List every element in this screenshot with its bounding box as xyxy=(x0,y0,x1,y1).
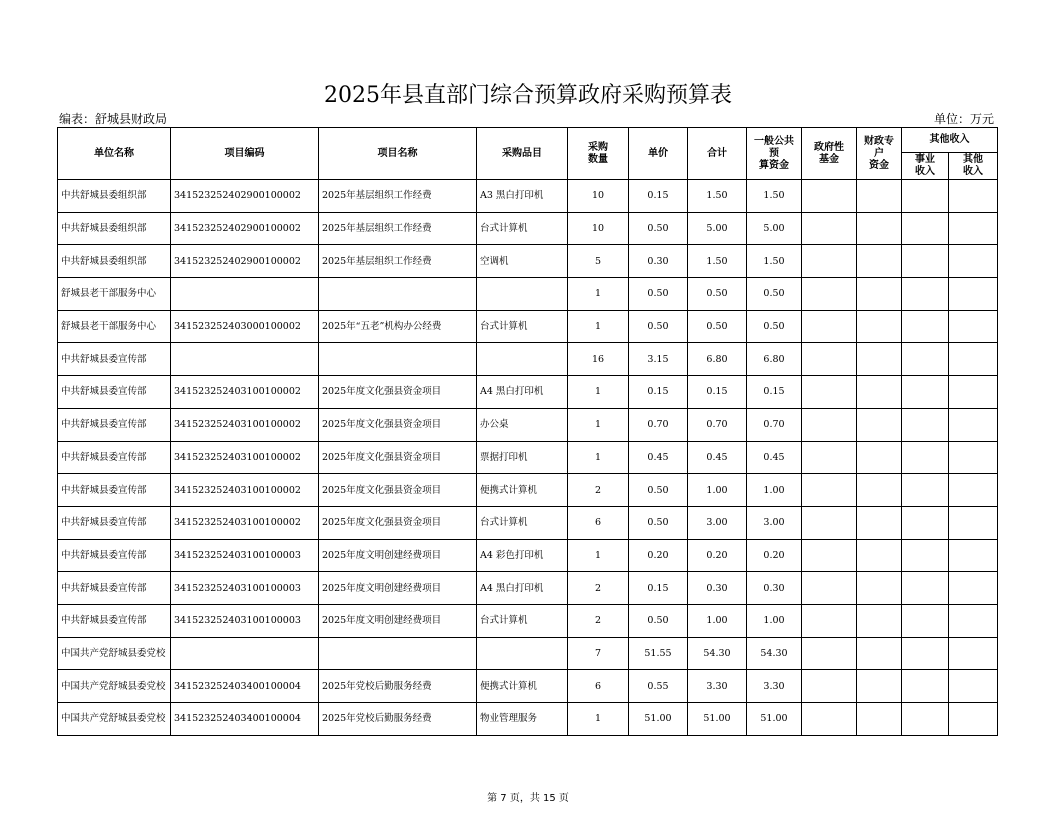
cell-total: 0.20 xyxy=(688,539,747,572)
cell-price: 0.15 xyxy=(629,180,688,213)
cell-qty: 1 xyxy=(568,408,629,441)
cell-price: 0.30 xyxy=(629,245,688,278)
cell-total: 0.45 xyxy=(688,441,747,474)
document-title: 2025年县直部门综合预算政府采购预算表 xyxy=(324,83,732,108)
cell-gov-fund xyxy=(802,604,857,637)
cell-project-code xyxy=(171,343,319,376)
cell-project-code: 341523252403100100002 xyxy=(171,376,319,409)
cell-project-name xyxy=(319,278,477,311)
cell-qty: 5 xyxy=(568,245,629,278)
cell-other-income xyxy=(949,212,998,245)
cell-project-code: 341523252403100100002 xyxy=(171,474,319,507)
header-business-income: 事业 收入 xyxy=(902,153,949,180)
cell-price: 0.50 xyxy=(629,474,688,507)
cell-general-budget: 51.00 xyxy=(747,703,802,736)
cell-unit: 中共舒城县委宣传部 xyxy=(58,604,171,637)
cell-item: 办公桌 xyxy=(477,408,568,441)
cell-unit: 中共舒城县委宣传部 xyxy=(58,572,171,605)
cell-business-income xyxy=(902,572,949,605)
cell-project-name: 2025年党校后勤服务经费 xyxy=(319,670,477,703)
header-other: 其他 收入 xyxy=(949,153,998,180)
cell-general-budget: 3.00 xyxy=(747,506,802,539)
cell-qty: 1 xyxy=(568,376,629,409)
cell-special-account xyxy=(857,245,902,278)
cell-total: 5.00 xyxy=(688,212,747,245)
table-row xyxy=(58,343,998,376)
cell-project-code: 341523252403100100002 xyxy=(171,441,319,474)
header-unit-name: 单位名称 xyxy=(58,128,171,180)
cell-project-name xyxy=(319,637,477,670)
cell-price: 0.50 xyxy=(629,278,688,311)
cell-business-income xyxy=(902,441,949,474)
cell-unit: 中共舒城县委宣传部 xyxy=(58,506,171,539)
table-row xyxy=(58,703,998,736)
table-body xyxy=(58,180,998,736)
cell-special-account xyxy=(857,506,902,539)
cell-unit: 中共舒城县委宣传部 xyxy=(58,474,171,507)
table-row xyxy=(58,180,998,213)
cell-general-budget: 0.20 xyxy=(747,539,802,572)
cell-other-income xyxy=(949,506,998,539)
cell-project-name: 2025年度文化强县资金项目 xyxy=(319,506,477,539)
cell-price: 51.00 xyxy=(629,703,688,736)
cell-special-account xyxy=(857,408,902,441)
cell-project-code xyxy=(171,278,319,311)
cell-project-name: 2025年度文化强县资金项目 xyxy=(319,441,477,474)
cell-other-income xyxy=(949,310,998,343)
cell-total: 1.00 xyxy=(688,604,747,637)
cell-special-account xyxy=(857,604,902,637)
cell-unit: 中共舒城县委组织部 xyxy=(58,180,171,213)
cell-unit: 中共舒城县委宣传部 xyxy=(58,376,171,409)
cell-gov-fund xyxy=(802,572,857,605)
procurement-budget-table xyxy=(57,127,998,736)
cell-general-budget: 6.80 xyxy=(747,343,802,376)
cell-unit: 中共舒城县委宣传部 xyxy=(58,441,171,474)
cell-project-code: 341523252403000100002 xyxy=(171,310,319,343)
header-project-code: 项目编码 xyxy=(171,128,319,180)
cell-qty: 2 xyxy=(568,474,629,507)
cell-project-code: 341523252403100100002 xyxy=(171,408,319,441)
cell-unit: 中国共产党舒城县委党校 xyxy=(58,637,171,670)
cell-unit: 中共舒城县委宣传部 xyxy=(58,539,171,572)
cell-business-income xyxy=(902,637,949,670)
table-row xyxy=(58,245,998,278)
cell-qty: 2 xyxy=(568,604,629,637)
cell-qty: 2 xyxy=(568,572,629,605)
cell-business-income xyxy=(902,278,949,311)
cell-item: 台式计算机 xyxy=(477,506,568,539)
cell-project-code: 341523252403400100004 xyxy=(171,670,319,703)
cell-price: 0.55 xyxy=(629,670,688,703)
cell-total: 1.00 xyxy=(688,474,747,507)
cell-total: 51.00 xyxy=(688,703,747,736)
table-row xyxy=(58,441,998,474)
cell-item: 台式计算机 xyxy=(477,310,568,343)
cell-business-income xyxy=(902,539,949,572)
cell-item: A4 彩色打印机 xyxy=(477,539,568,572)
cell-project-code: 341523252403100100003 xyxy=(171,572,319,605)
cell-special-account xyxy=(857,539,902,572)
cell-gov-fund xyxy=(802,637,857,670)
cell-price: 51.55 xyxy=(629,637,688,670)
cell-item: A4 黑白打印机 xyxy=(477,572,568,605)
cell-other-income xyxy=(949,703,998,736)
cell-general-budget: 0.70 xyxy=(747,408,802,441)
cell-gov-fund xyxy=(802,703,857,736)
cell-other-income xyxy=(949,539,998,572)
cell-unit: 舒城县老干部服务中心 xyxy=(58,310,171,343)
table-row xyxy=(58,212,998,245)
cell-total: 6.80 xyxy=(688,343,747,376)
cell-project-code: 341523252403100100003 xyxy=(171,604,319,637)
header-item: 采购品目 xyxy=(477,128,568,180)
header-special-account: 财政专户 资金 xyxy=(857,128,902,180)
cell-unit: 中国共产党舒城县委党校 xyxy=(58,670,171,703)
cell-general-budget: 5.00 xyxy=(747,212,802,245)
cell-business-income xyxy=(902,376,949,409)
cell-total: 1.50 xyxy=(688,245,747,278)
table-row xyxy=(58,506,998,539)
cell-other-income xyxy=(949,474,998,507)
cell-gov-fund xyxy=(802,408,857,441)
cell-project-name: 2025年“五老”机构办公经费 xyxy=(319,310,477,343)
unit-label: 单位：万元 xyxy=(933,112,994,126)
cell-business-income xyxy=(902,245,949,278)
cell-special-account xyxy=(857,278,902,311)
cell-gov-fund xyxy=(802,539,857,572)
cell-total: 1.50 xyxy=(688,180,747,213)
cell-special-account xyxy=(857,703,902,736)
cell-gov-fund xyxy=(802,474,857,507)
cell-project-code: 341523252402900100002 xyxy=(171,212,319,245)
cell-other-income xyxy=(949,376,998,409)
cell-special-account xyxy=(857,180,902,213)
compiler-label: 编表：舒城县财政局 xyxy=(59,112,168,126)
cell-other-income xyxy=(949,245,998,278)
cell-qty: 6 xyxy=(568,670,629,703)
cell-business-income xyxy=(902,310,949,343)
cell-other-income xyxy=(949,572,998,605)
header-qty: 采购 数量 xyxy=(568,128,629,180)
table-row xyxy=(58,408,998,441)
cell-total: 0.15 xyxy=(688,376,747,409)
cell-qty: 7 xyxy=(568,637,629,670)
cell-other-income xyxy=(949,604,998,637)
cell-total: 0.30 xyxy=(688,572,747,605)
table-row xyxy=(58,604,998,637)
cell-special-account xyxy=(857,572,902,605)
cell-qty: 1 xyxy=(568,441,629,474)
cell-general-budget: 54.30 xyxy=(747,637,802,670)
cell-general-budget: 0.15 xyxy=(747,376,802,409)
cell-qty: 10 xyxy=(568,180,629,213)
cell-unit: 中共舒城县委宣传部 xyxy=(58,408,171,441)
cell-project-code: 341523252402900100002 xyxy=(171,180,319,213)
cell-project-name: 2025年度文化强县资金项目 xyxy=(319,474,477,507)
cell-total: 0.50 xyxy=(688,310,747,343)
cell-item: A4 黑白打印机 xyxy=(477,376,568,409)
table-row xyxy=(58,572,998,605)
cell-gov-fund xyxy=(802,343,857,376)
table-row xyxy=(58,278,998,311)
cell-item: 空调机 xyxy=(477,245,568,278)
cell-project-name: 2025年度文明创建经费项目 xyxy=(319,604,477,637)
cell-unit: 舒城县老干部服务中心 xyxy=(58,278,171,311)
cell-special-account xyxy=(857,670,902,703)
cell-project-name: 2025年基层组织工作经费 xyxy=(319,212,477,245)
cell-gov-fund xyxy=(802,310,857,343)
cell-business-income xyxy=(902,703,949,736)
cell-project-name: 2025年度文化强县资金项目 xyxy=(319,376,477,409)
cell-price: 0.45 xyxy=(629,441,688,474)
cell-price: 0.50 xyxy=(629,310,688,343)
cell-general-budget: 0.50 xyxy=(747,310,802,343)
cell-price: 0.15 xyxy=(629,376,688,409)
cell-business-income xyxy=(902,408,949,441)
cell-project-code: 341523252402900100002 xyxy=(171,245,319,278)
cell-gov-fund xyxy=(802,441,857,474)
cell-general-budget: 1.00 xyxy=(747,604,802,637)
cell-other-income xyxy=(949,408,998,441)
cell-qty: 6 xyxy=(568,506,629,539)
cell-qty: 1 xyxy=(568,310,629,343)
cell-project-code: 341523252403100100002 xyxy=(171,506,319,539)
table-row xyxy=(58,474,998,507)
cell-project-code xyxy=(171,637,319,670)
cell-other-income xyxy=(949,180,998,213)
header-general-budget: 一般公共预 算资金 xyxy=(747,128,802,180)
cell-total: 54.30 xyxy=(688,637,747,670)
cell-total: 0.70 xyxy=(688,408,747,441)
cell-item: 台式计算机 xyxy=(477,604,568,637)
cell-other-income xyxy=(949,637,998,670)
cell-project-name: 2025年基层组织工作经费 xyxy=(319,245,477,278)
cell-price: 0.50 xyxy=(629,604,688,637)
cell-gov-fund xyxy=(802,278,857,311)
cell-special-account xyxy=(857,441,902,474)
cell-item: 便携式计算机 xyxy=(477,670,568,703)
cell-business-income xyxy=(902,343,949,376)
cell-qty: 1 xyxy=(568,278,629,311)
cell-general-budget: 1.00 xyxy=(747,474,802,507)
cell-unit: 中共舒城县委宣传部 xyxy=(58,343,171,376)
cell-item: 物业管理服务 xyxy=(477,703,568,736)
cell-unit: 中国共产党舒城县委党校 xyxy=(58,703,171,736)
cell-special-account xyxy=(857,212,902,245)
cell-other-income xyxy=(949,670,998,703)
cell-special-account xyxy=(857,474,902,507)
cell-price: 3.15 xyxy=(629,343,688,376)
table-row xyxy=(58,637,998,670)
cell-item: 票据打印机 xyxy=(477,441,568,474)
cell-business-income xyxy=(902,604,949,637)
cell-general-budget: 1.50 xyxy=(747,180,802,213)
header-gov-fund: 政府性 基金 xyxy=(802,128,857,180)
header-total: 合计 xyxy=(688,128,747,180)
cell-other-income xyxy=(949,441,998,474)
cell-business-income xyxy=(902,180,949,213)
cell-general-budget: 3.30 xyxy=(747,670,802,703)
table-row xyxy=(58,670,998,703)
table-row xyxy=(58,539,998,572)
cell-total: 3.30 xyxy=(688,670,747,703)
cell-price: 0.50 xyxy=(629,212,688,245)
cell-project-name: 2025年度文化强县资金项目 xyxy=(319,408,477,441)
cell-unit: 中共舒城县委组织部 xyxy=(58,212,171,245)
cell-business-income xyxy=(902,474,949,507)
cell-business-income xyxy=(902,506,949,539)
cell-general-budget: 0.50 xyxy=(747,278,802,311)
cell-project-code: 341523252403100100003 xyxy=(171,539,319,572)
cell-item xyxy=(477,278,568,311)
header-project-name: 项目名称 xyxy=(319,128,477,180)
cell-special-account xyxy=(857,310,902,343)
cell-total: 3.00 xyxy=(688,506,747,539)
cell-price: 0.15 xyxy=(629,572,688,605)
cell-qty: 16 xyxy=(568,343,629,376)
cell-business-income xyxy=(902,670,949,703)
table-row xyxy=(58,376,998,409)
cell-item: 便携式计算机 xyxy=(477,474,568,507)
cell-project-name: 2025年度文明创建经费项目 xyxy=(319,572,477,605)
cell-project-name: 2025年度文明创建经费项目 xyxy=(319,539,477,572)
page-footer: 第 7 页，共 15 页 xyxy=(487,793,569,804)
cell-project-name xyxy=(319,343,477,376)
header-other-income: 其他收入 xyxy=(902,128,998,153)
cell-project-name: 2025年党校后勤服务经费 xyxy=(319,703,477,736)
cell-gov-fund xyxy=(802,670,857,703)
cell-item: A3 黑白打印机 xyxy=(477,180,568,213)
cell-unit: 中共舒城县委组织部 xyxy=(58,245,171,278)
cell-price: 0.70 xyxy=(629,408,688,441)
cell-item xyxy=(477,343,568,376)
cell-general-budget: 0.30 xyxy=(747,572,802,605)
cell-general-budget: 1.50 xyxy=(747,245,802,278)
cell-other-income xyxy=(949,343,998,376)
cell-project-code: 341523252403400100004 xyxy=(171,703,319,736)
cell-price: 0.50 xyxy=(629,506,688,539)
cell-project-name: 2025年基层组织工作经费 xyxy=(319,180,477,213)
cell-qty: 1 xyxy=(568,703,629,736)
cell-total: 0.50 xyxy=(688,278,747,311)
cell-item: 台式计算机 xyxy=(477,212,568,245)
header-price: 单价 xyxy=(629,128,688,180)
cell-other-income xyxy=(949,278,998,311)
cell-gov-fund xyxy=(802,506,857,539)
cell-item xyxy=(477,637,568,670)
table-row xyxy=(58,310,998,343)
cell-gov-fund xyxy=(802,180,857,213)
cell-gov-fund xyxy=(802,245,857,278)
cell-special-account xyxy=(857,376,902,409)
cell-qty: 10 xyxy=(568,212,629,245)
cell-business-income xyxy=(902,212,949,245)
cell-general-budget: 0.45 xyxy=(747,441,802,474)
cell-special-account xyxy=(857,637,902,670)
cell-price: 0.20 xyxy=(629,539,688,572)
cell-gov-fund xyxy=(802,212,857,245)
cell-special-account xyxy=(857,343,902,376)
cell-gov-fund xyxy=(802,376,857,409)
cell-qty: 1 xyxy=(568,539,629,572)
